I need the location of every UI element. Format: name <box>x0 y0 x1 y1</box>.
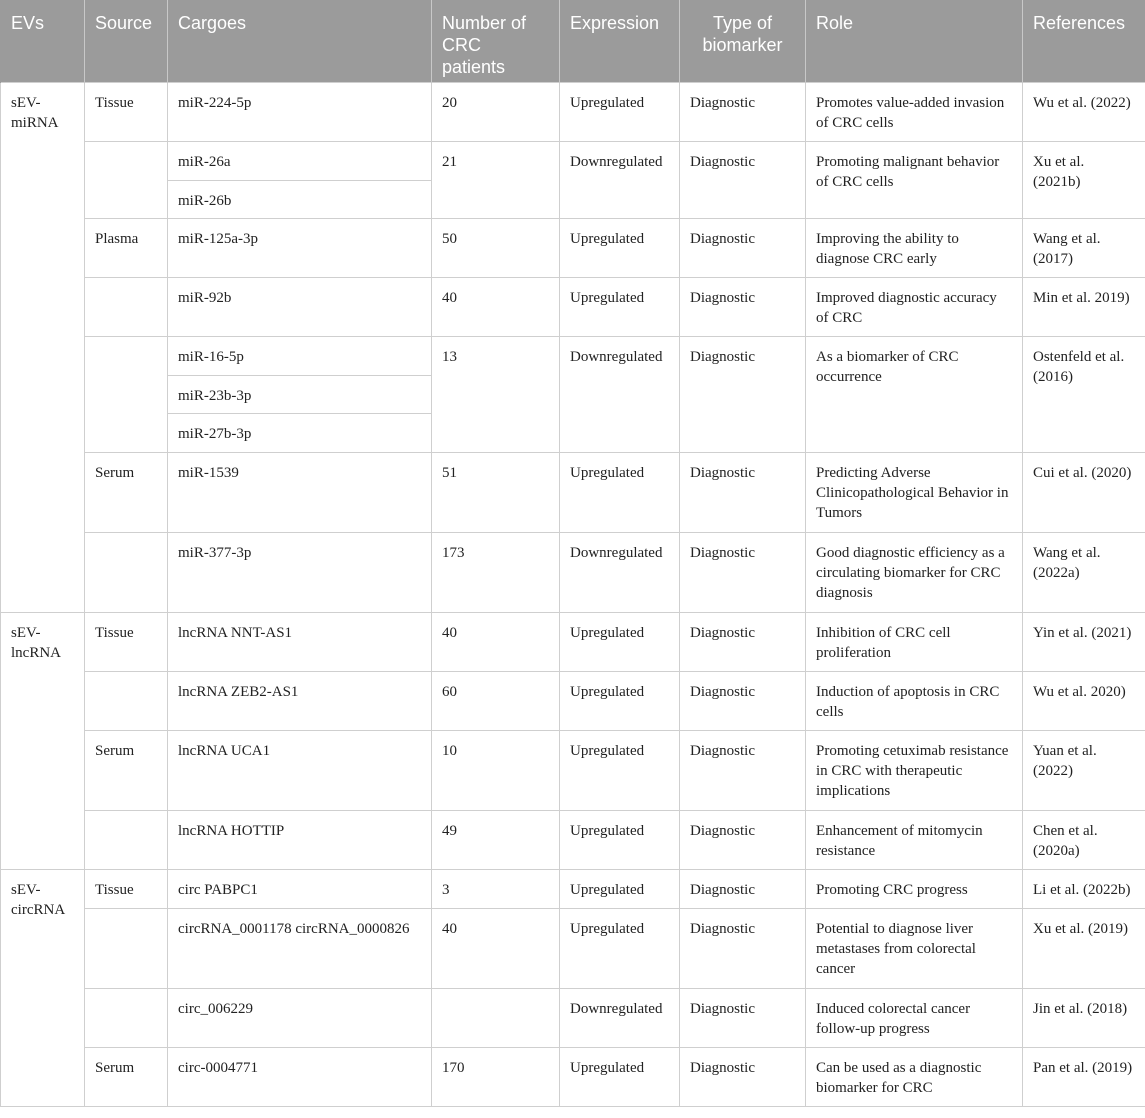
reference-cell: Wang et al. (2022a) <box>1023 532 1145 612</box>
source-cell <box>85 810 168 869</box>
biomarker-type-cell: Diagnostic <box>680 1047 806 1106</box>
reference-cell: Xu et al. (2019) <box>1023 908 1145 988</box>
role-cell: Can be used as a diagnostic biomarker for CRC <box>806 1047 1023 1106</box>
table-row <box>1 532 1145 612</box>
source-cell <box>85 141 168 218</box>
table-row <box>1 908 1145 988</box>
patients-cell: 173 <box>432 532 560 612</box>
biomarker-type-cell: Diagnostic <box>680 671 806 730</box>
table-row <box>1 277 1145 336</box>
role-cell: As a biomarker of CRC occurrence <box>806 336 1023 452</box>
expression-cell: Upregulated <box>560 671 680 730</box>
reference-cell: Yin et al. (2021) <box>1023 612 1145 671</box>
biomarker-type-cell: Diagnostic <box>680 532 806 612</box>
cargo-cell: lncRNA ZEB2-AS1 <box>168 671 432 730</box>
biomarker-type-cell: Diagnostic <box>680 612 806 671</box>
source-cell: Tissue <box>85 82 168 141</box>
cargo-cell: miR-92b <box>168 277 432 336</box>
source-cell <box>85 908 168 988</box>
expression-cell: Upregulated <box>560 908 680 988</box>
cargo-cell: lncRNA HOTTIP <box>168 810 432 869</box>
header-expression: Expression <box>560 0 680 82</box>
ev-group-cell: sEV-miRNA <box>1 82 85 612</box>
expression-cell: Downregulated <box>560 336 680 452</box>
ev-group-cell: sEV-circRNA <box>1 869 85 1106</box>
patients-cell: 40 <box>432 908 560 988</box>
role-cell: Promoting CRC progress <box>806 869 1023 908</box>
cargo-cell: miR-224-5p <box>168 82 432 141</box>
biomarker-type-cell: Diagnostic <box>680 908 806 988</box>
header-row <box>1 0 1145 82</box>
table-row <box>1 336 1145 375</box>
cargo-cell: lncRNA NNT-AS1 <box>168 612 432 671</box>
expression-cell: Upregulated <box>560 810 680 869</box>
cargo-cell: miR-377-3p <box>168 532 432 612</box>
table-row <box>1 869 1145 908</box>
role-cell: Good diagnostic efficiency as a circulating biomarker for CRC diagnosis <box>806 532 1023 612</box>
reference-cell: Jin et al. (2018) <box>1023 988 1145 1047</box>
patients-cell: 20 <box>432 82 560 141</box>
reference-cell: Xu et al. (2021b) <box>1023 141 1145 218</box>
source-cell <box>85 277 168 336</box>
biomarker-type-cell: Diagnostic <box>680 452 806 532</box>
reference-cell: Min et al. 2019) <box>1023 277 1145 336</box>
role-cell: Promoting cetuximab resistance in CRC with therapeutic implications <box>806 730 1023 810</box>
cargo-cell: miR-1539 <box>168 452 432 532</box>
biomarker-type-cell: Diagnostic <box>680 336 806 452</box>
expression-cell: Downregulated <box>560 988 680 1047</box>
patients-cell: 40 <box>432 612 560 671</box>
source-cell <box>85 532 168 612</box>
source-cell: Plasma <box>85 218 168 277</box>
reference-cell: Wang et al. (2017) <box>1023 218 1145 277</box>
biomarker-type-cell: Diagnostic <box>680 82 806 141</box>
role-cell: Induction of apoptosis in CRC cells <box>806 671 1023 730</box>
cargo-cell: miR-27b-3p <box>168 413 432 452</box>
patients-cell: 3 <box>432 869 560 908</box>
table-row <box>1 141 1145 180</box>
expression-cell: Downregulated <box>560 532 680 612</box>
expression-cell: Upregulated <box>560 277 680 336</box>
patients-cell <box>432 988 560 1047</box>
source-cell: Tissue <box>85 869 168 908</box>
patients-cell: 60 <box>432 671 560 730</box>
reference-cell: Ostenfeld et al. (2016) <box>1023 336 1145 452</box>
source-cell: Tissue <box>85 612 168 671</box>
table-row <box>1 1047 1145 1106</box>
source-cell <box>85 671 168 730</box>
role-cell: Promotes value-added invasion of CRC cells <box>806 82 1023 141</box>
patients-cell: 10 <box>432 730 560 810</box>
source-cell <box>85 988 168 1047</box>
reference-cell: Chen et al. (2020a) <box>1023 810 1145 869</box>
cargo-cell: miR-16-5p <box>168 336 432 375</box>
cargo-cell: circ PABPC1 <box>168 869 432 908</box>
cargo-cell: circRNA_0001178 circRNA_0000826 <box>168 908 432 988</box>
patients-cell: 50 <box>432 218 560 277</box>
table-row <box>1 988 1145 1047</box>
role-cell: Potential to diagnose liver metastases from colorectal cancer <box>806 908 1023 988</box>
cargo-cell: circ-0004771 <box>168 1047 432 1106</box>
header-cargoes: Cargoes <box>168 0 432 82</box>
expression-cell: Downregulated <box>560 141 680 218</box>
reference-cell: Wu et al. (2022) <box>1023 82 1145 141</box>
reference-cell: Cui et al. (2020) <box>1023 452 1145 532</box>
table-row <box>1 730 1145 810</box>
patients-cell: 40 <box>432 277 560 336</box>
source-cell: Serum <box>85 1047 168 1106</box>
biomarker-type-cell: Diagnostic <box>680 730 806 810</box>
biomarker-type-cell: Diagnostic <box>680 810 806 869</box>
header-patients: Number of CRC patients <box>432 0 560 82</box>
cargo-cell: miR-26b <box>168 180 432 218</box>
expression-cell: Upregulated <box>560 1047 680 1106</box>
role-cell: Improved diagnostic accuracy of CRC <box>806 277 1023 336</box>
biomarker-type-cell: Diagnostic <box>680 141 806 218</box>
table-row <box>1 810 1145 869</box>
table-row <box>1 612 1145 671</box>
role-cell: Promoting malignant behavior of CRC cells <box>806 141 1023 218</box>
patients-cell: 51 <box>432 452 560 532</box>
header-source: Source <box>85 0 168 82</box>
expression-cell: Upregulated <box>560 730 680 810</box>
table-row <box>1 452 1145 532</box>
source-cell <box>85 336 168 452</box>
source-cell: Serum <box>85 730 168 810</box>
header-role: Role <box>806 0 1023 82</box>
source-cell: Serum <box>85 452 168 532</box>
expression-cell: Upregulated <box>560 869 680 908</box>
reference-cell: Yuan et al. (2022) <box>1023 730 1145 810</box>
expression-cell: Upregulated <box>560 452 680 532</box>
role-cell: Induced colorectal cancer follow-up progress <box>806 988 1023 1047</box>
patients-cell: 13 <box>432 336 560 452</box>
header-evs: EVs <box>1 0 85 82</box>
cargo-cell: miR-23b-3p <box>168 375 432 413</box>
cargo-cell: miR-26a <box>168 141 432 180</box>
role-cell: Inhibition of CRC cell proliferation <box>806 612 1023 671</box>
table-row <box>1 218 1145 277</box>
reference-cell: Pan et al. (2019) <box>1023 1047 1145 1106</box>
biomarker-type-cell: Diagnostic <box>680 988 806 1047</box>
ev-group-cell: sEV-lncRNA <box>1 612 85 869</box>
table-row <box>1 671 1145 730</box>
header-biomarker-type: Type of biomarker <box>680 0 806 82</box>
biomarker-type-cell: Diagnostic <box>680 218 806 277</box>
patients-cell: 49 <box>432 810 560 869</box>
reference-cell: Wu et al. 2020) <box>1023 671 1145 730</box>
cargo-cell: lncRNA UCA1 <box>168 730 432 810</box>
role-cell: Predicting Adverse Clinicopathological Behavior in Tumors <box>806 452 1023 532</box>
expression-cell: Upregulated <box>560 612 680 671</box>
patients-cell: 21 <box>432 141 560 218</box>
expression-cell: Upregulated <box>560 218 680 277</box>
patients-cell: 170 <box>432 1047 560 1106</box>
expression-cell: Upregulated <box>560 82 680 141</box>
biomarker-type-cell: Diagnostic <box>680 277 806 336</box>
cargo-cell: miR-125a-3p <box>168 218 432 277</box>
table-row <box>1 82 1145 141</box>
reference-cell: Li et al. (2022b) <box>1023 869 1145 908</box>
cargo-cell: circ_006229 <box>168 988 432 1047</box>
header-references: References <box>1023 0 1145 82</box>
biomarker-type-cell: Diagnostic <box>680 869 806 908</box>
role-cell: Enhancement of mitomycin resistance <box>806 810 1023 869</box>
role-cell: Improving the ability to diagnose CRC early <box>806 218 1023 277</box>
